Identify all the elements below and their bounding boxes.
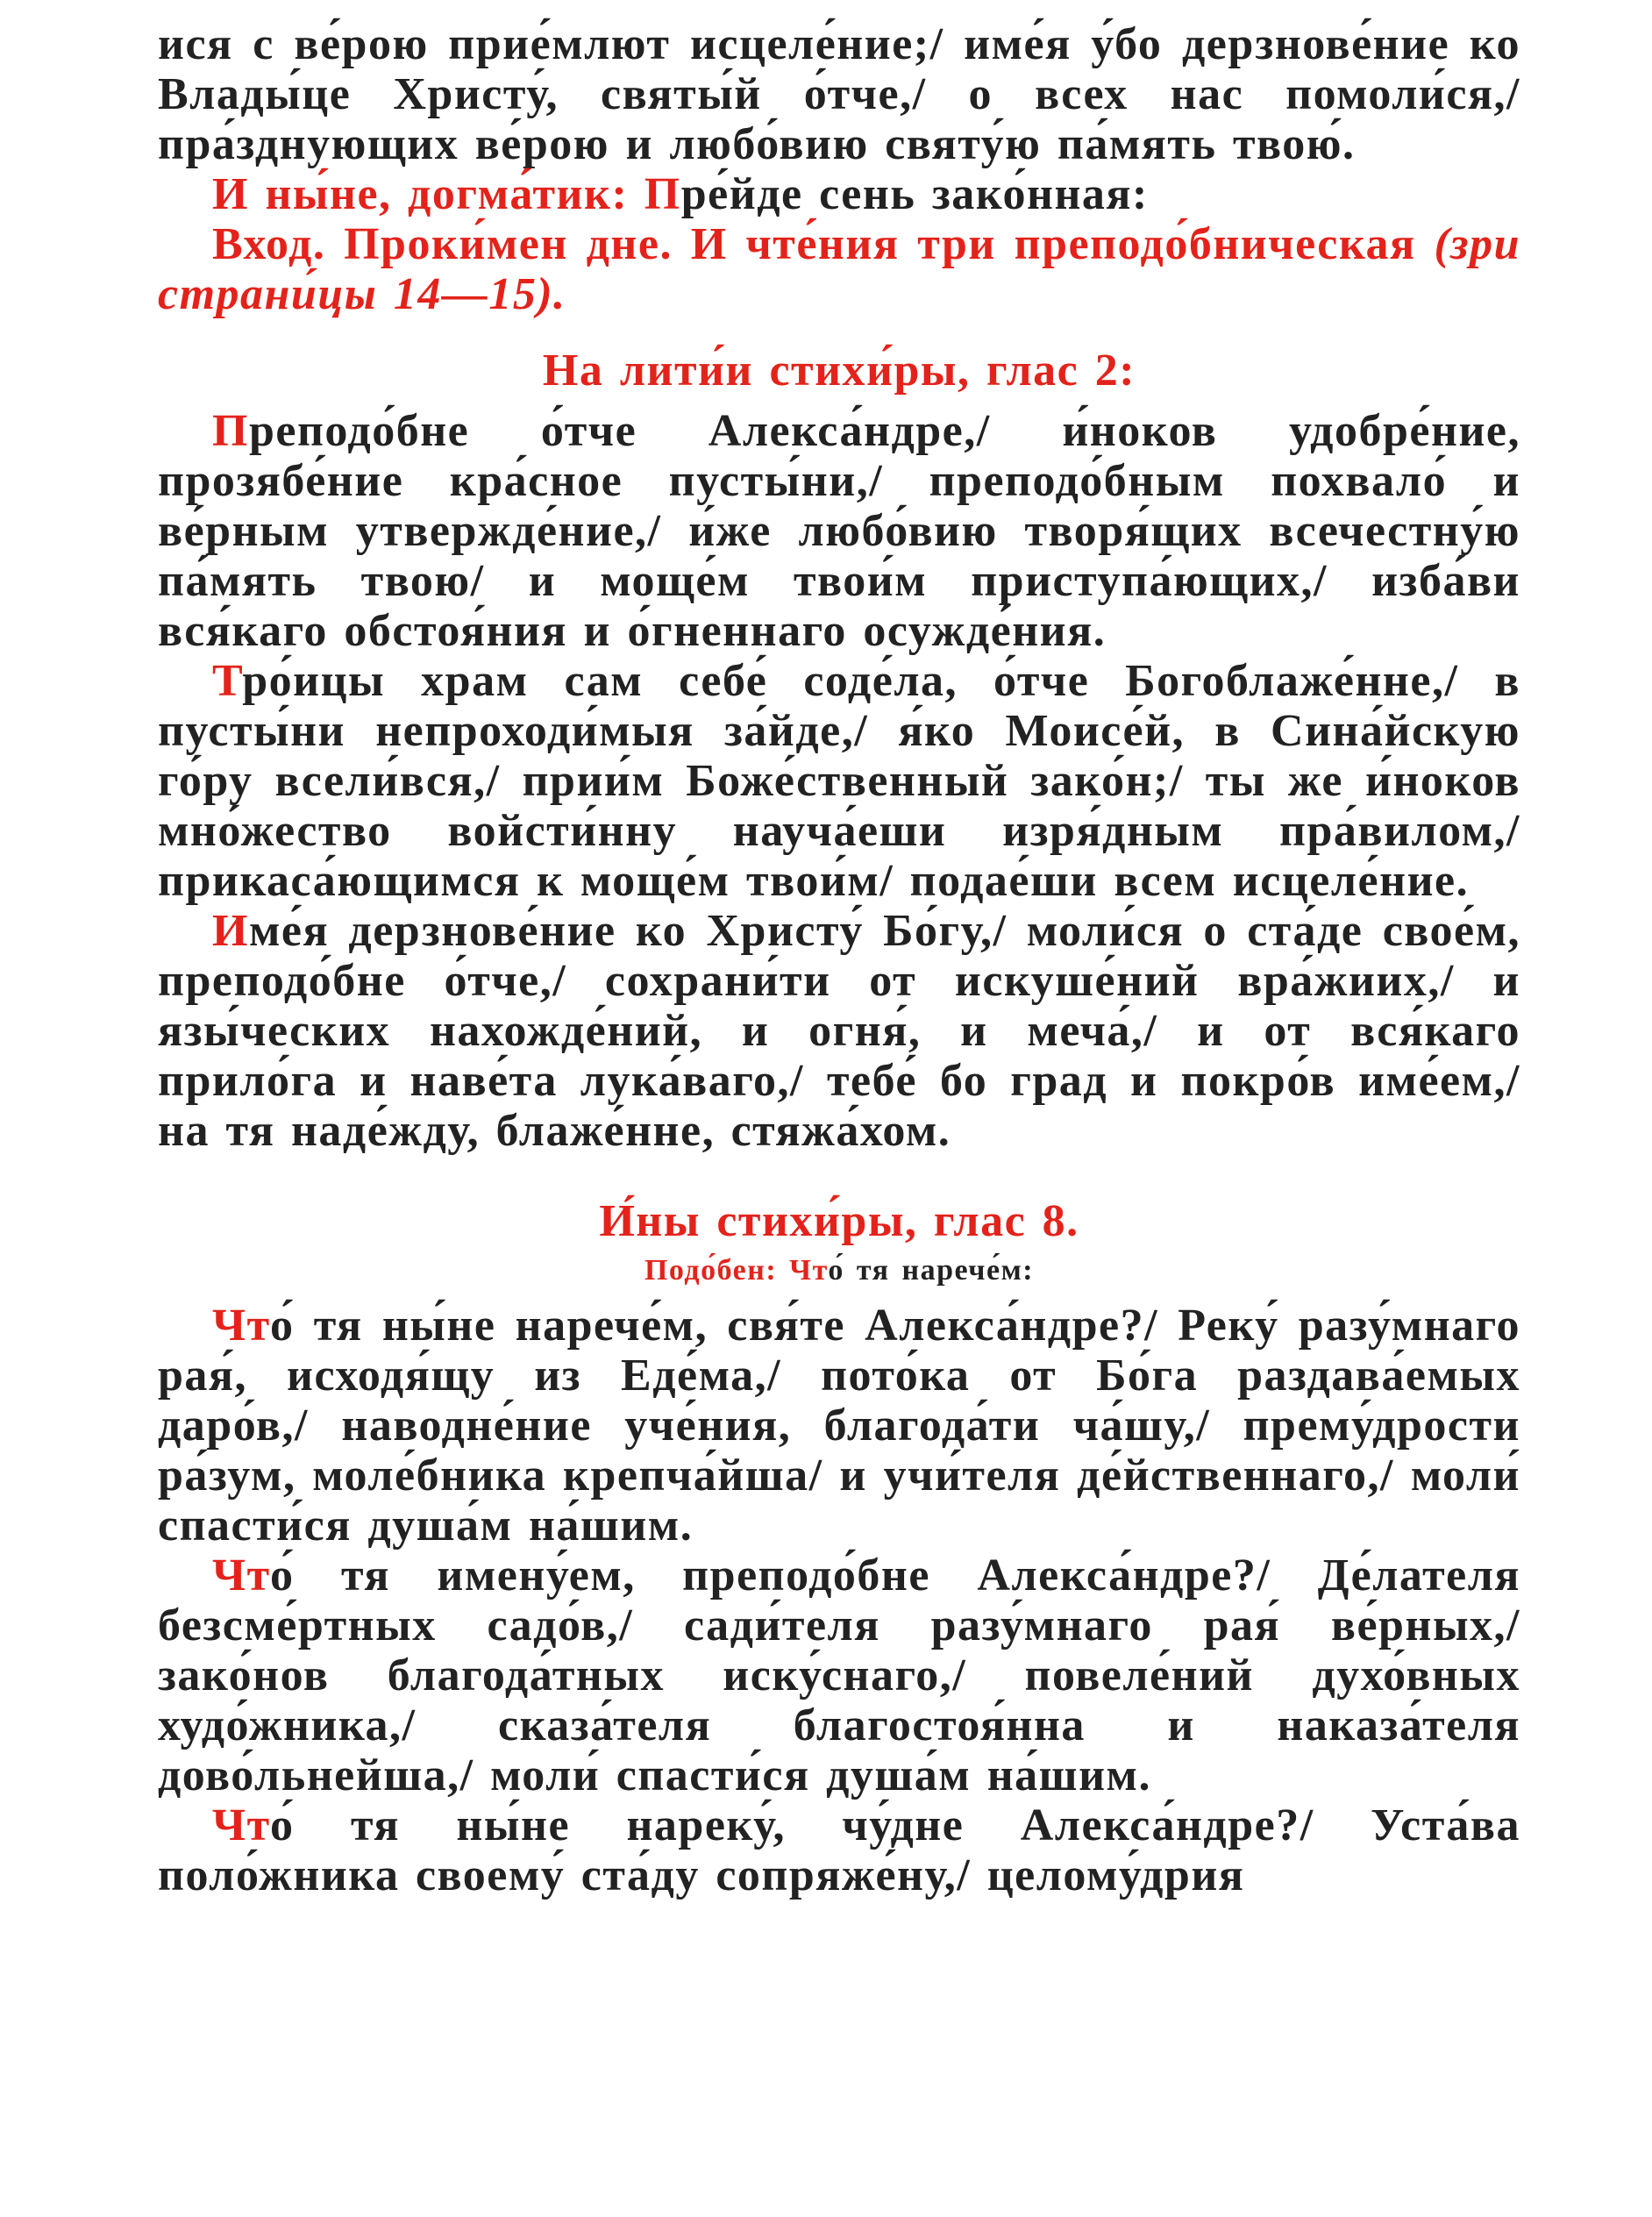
- paragraph-text: о́ тя имену́ем, преподо́бне Алекса́ндре?/ Де́лателя безсме́ртных садо́в,/ сади́теля разу́мнаго рая́ ве́рных,/ зако́нов благода́тных иску́снаго,/ повеле́ний духо́вных худо́жника,/ сказа́теля благостоя́нна и наказа́теля дово́льнейша,/ моли́ спасти́ся душа́м на́шим.: [158, 1550, 1520, 1800]
- stichera-paragraph: [158, 656, 1520, 906]
- paragraph-dogmatik: [158, 169, 1520, 219]
- paragraph-entrance-rubric: [158, 219, 1520, 319]
- paragraph-text: ме́я дерзнове́ние ко Христу́ Бо́гу,/ моли́ся о ста́де свое́м, преподо́бне о́тче,/ сохрани́ти от искуше́ний вра́жиих,/ и язы́ческих нахожде́ний, и огня́, и меча́,/ и от вся́каго прило́га и наве́та лука́ваго,/ тебе́ бо град и покро́в име́ем,/ на тя наде́жду, блаже́нне, стяжа́хом.: [158, 906, 1520, 1156]
- paragraph-text: о́ тя ны́не нарече́м, свя́те Алекса́ндре?/ Реку́ разу́мнаго рая́, исходя́щу из Еде́ма,/ пото́ка от Бо́га раздава́емых даро́в,/ наводне́ние уче́ния, благода́ти ча́шу,/ прему́дрости ра́зум, моле́бника крепча́йша/ и учи́теля де́йственнаго,/ моли́ спасти́ся душа́м на́шим.: [158, 1301, 1520, 1550]
- paragraph-text: ися с ве́рою прие́млют исцеле́ние;/ име́я у́бо дерзнове́ние ко Влады́це Христу́, святы́й о́тче,/ о всех нас помоли́ся,/ пра́зднующих ве́рою и любо́вию святу́ю па́мять твою́.: [158, 19, 1520, 169]
- drop-initial: П: [212, 406, 249, 456]
- rubric-text: Вход. Проки́мен дне. И чте́ния три преподо́бническая: [212, 219, 1416, 269]
- paragraph-text: реподо́бне о́тче Алекса́ндре,/ и́ноков удобре́ние, прозябе́ние кра́сное пусты́ни,/ преподо́бным похвало́ и ве́рным утвержде́ние,/ и́же любо́вию творя́щих всечестну́ю па́мять твою/ и моще́м твои́м приступа́ющих,/ изба́ви вся́каго обстоя́ния и о́гненнаго осужде́ния.: [158, 406, 1520, 656]
- podoben-label: т: [812, 1254, 829, 1287]
- drop-initial: Чт: [212, 1550, 271, 1600]
- podoben-label: Подо́бен: Ч: [644, 1254, 813, 1287]
- paragraph-text: ре́йде сень зако́нная:: [680, 169, 1149, 219]
- rubric-text: И ны́не, догма́тик: П: [212, 169, 681, 219]
- stichera-paragraph: [158, 406, 1520, 656]
- stichera-paragraph: [158, 1800, 1520, 1900]
- document-page: [158, 19, 1520, 1900]
- podoben-subheading: [158, 1251, 1520, 1290]
- stichera-paragraph: [158, 1550, 1520, 1800]
- drop-initial: Т: [212, 656, 243, 706]
- podoben-incipit: о́ тя нарече́м:: [828, 1254, 1035, 1287]
- paragraph-text: о́ тя ны́не нареку́, чу́дне Алекса́ндре?/ Уста́ва поло́жника своему́ ста́ду сопряже́ну,/ целому́дрия: [158, 1800, 1520, 1900]
- page-reference: (зри страни́цы 14—15).: [158, 219, 1520, 319]
- stichera-paragraph: [158, 906, 1520, 1156]
- paragraph-stichera-ending: [158, 19, 1520, 169]
- drop-initial: И: [212, 906, 249, 956]
- stichera-paragraph: [158, 1301, 1520, 1550]
- section-heading-litiya: На лити́и стихи́ры, глас 2:: [542, 346, 1136, 396]
- drop-initial: Чт: [212, 1800, 271, 1850]
- section-heading-other-stichera: И́ны стихи́ры, глас 8.: [599, 1196, 1079, 1246]
- drop-initial: Чт: [212, 1301, 271, 1351]
- paragraph-text: ро́ицы храм сам себе́ соде́ла, о́тче Богоблаже́нне,/ в пусты́ни непроходи́мыя за́йде,/ я́ко Моисе́й, в Сина́йскую го́ру всели́вся,/ прии́м Боже́ственный зако́н;/ ты же и́ноков мно́жество войсти́нну науча́еши изря́дным пра́вилом,/ прикаса́ющимся к моще́м твои́м/ подае́ши всем исцеле́ние.: [158, 656, 1520, 906]
